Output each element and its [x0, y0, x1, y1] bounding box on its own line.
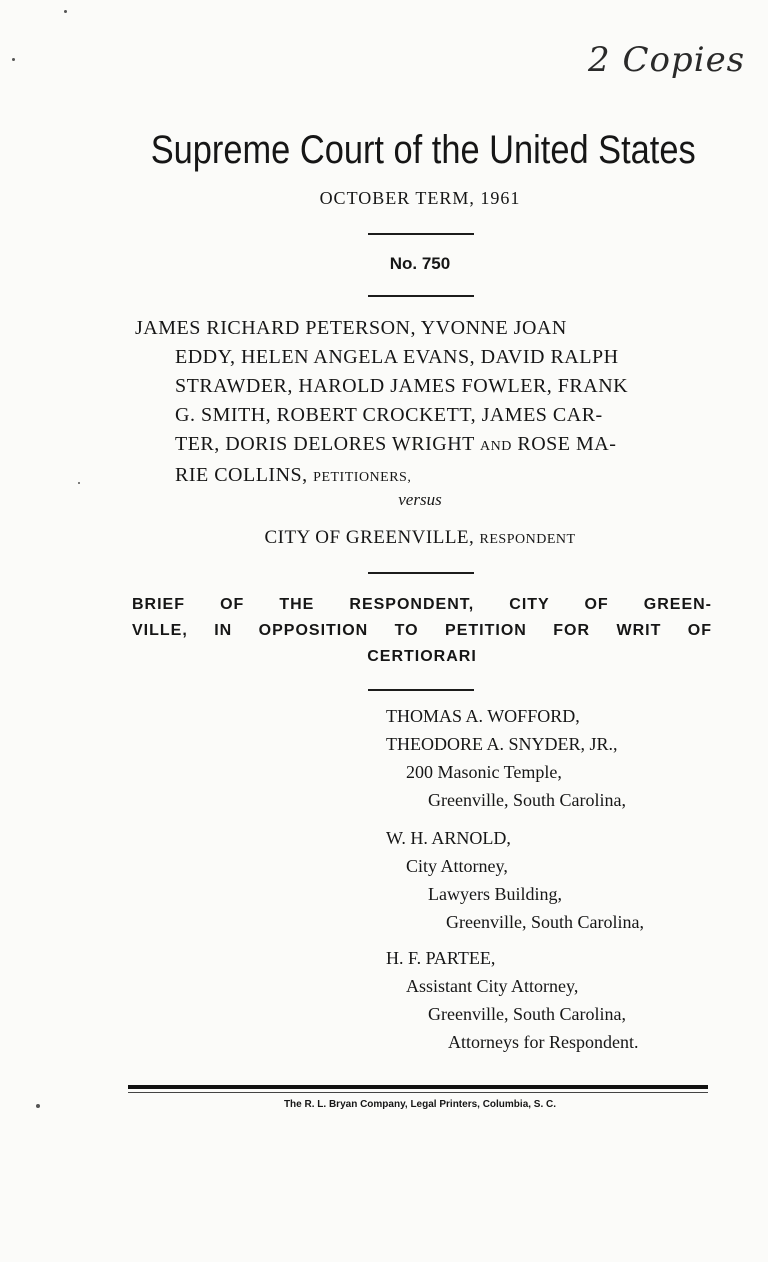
- attorney-address: 200 Masonic Temple,: [406, 762, 562, 782]
- attorney-title: Assistant City Attorney,: [406, 976, 579, 996]
- versus-label: versus: [398, 490, 442, 509]
- petitioners-line: STRAWDER, HAROLD JAMES FOWLER, FRANK: [175, 375, 629, 397]
- paper-speck: [64, 10, 67, 13]
- printer-imprint: The R. L. Bryan Company, Legal Printers, Columbia, S. C.: [283, 1099, 557, 1110]
- case-number: No. 750: [389, 254, 451, 273]
- petitioners-text: RIE COLLINS,: [175, 464, 308, 486]
- respondent-line: [0, 527, 768, 549]
- brief-title-line: BRIEF OF THE RESPONDENT, CITY OF GREEN-: [132, 596, 712, 613]
- brief-title: [132, 592, 712, 670]
- respondent-role: RESPONDENT: [479, 532, 576, 547]
- divider-rule: [368, 689, 474, 691]
- petitioners-role: PETITIONERS,: [313, 470, 412, 485]
- term-heading: OCTOBER TERM, 1961: [319, 188, 521, 208]
- attorney-address: Lawyers Building,: [428, 884, 562, 904]
- footer-rule: [128, 1092, 708, 1093]
- attorney-name: H. F. PARTEE,: [386, 948, 496, 968]
- brief-title-line: CERTIORARI: [367, 648, 477, 665]
- petitioners-line: G. SMITH, ROBERT CROCKETT, JAMES CAR-: [175, 404, 603, 426]
- paper-speck: [78, 482, 80, 484]
- attorney-name: THOMAS A. WOFFORD,: [386, 706, 580, 726]
- and-conjunction: AND: [480, 439, 512, 454]
- attorney-name: THEODORE A. SNYDER, JR.,: [386, 734, 618, 754]
- paper-speck: [12, 58, 15, 61]
- petitioners-line: EDDY, HELEN ANGELA EVANS, DAVID RALPH: [175, 346, 619, 368]
- petitioners-text: ROSE MA-: [517, 433, 617, 455]
- attorney-address: Greenville, South Carolina,: [428, 1004, 626, 1024]
- petitioners-block: [135, 314, 710, 492]
- divider-rule: [368, 572, 474, 574]
- brief-title-line: VILLE, IN OPPOSITION TO PETITION FOR WRIT OF: [132, 622, 712, 639]
- divider-rule: [368, 233, 474, 235]
- divider-rule: [368, 295, 474, 297]
- footer-rule: [128, 1085, 708, 1089]
- attorney-title: City Attorney,: [406, 856, 508, 876]
- court-title: Supreme Court of the United States: [150, 128, 696, 172]
- attorney-address: Greenville, South Carolina,: [428, 790, 626, 810]
- handwritten-note: 2 Copies: [588, 40, 746, 80]
- attorney-address: Greenville, South Carolina,: [446, 912, 644, 932]
- petitioners-line: [135, 430, 710, 461]
- paper-speck: [36, 1104, 40, 1108]
- petitioners-text: TER, DORIS DELORES WRIGHT: [175, 433, 475, 455]
- petitioners-line: JAMES RICHARD PETERSON, YVONNE JOAN: [135, 317, 567, 339]
- attorneys-closing: Attorneys for Respondent.: [448, 1032, 639, 1052]
- petitioners-line: [135, 461, 710, 492]
- respondent-name: CITY OF GREENVILLE,: [264, 527, 475, 548]
- attorney-name: W. H. ARNOLD,: [386, 828, 511, 848]
